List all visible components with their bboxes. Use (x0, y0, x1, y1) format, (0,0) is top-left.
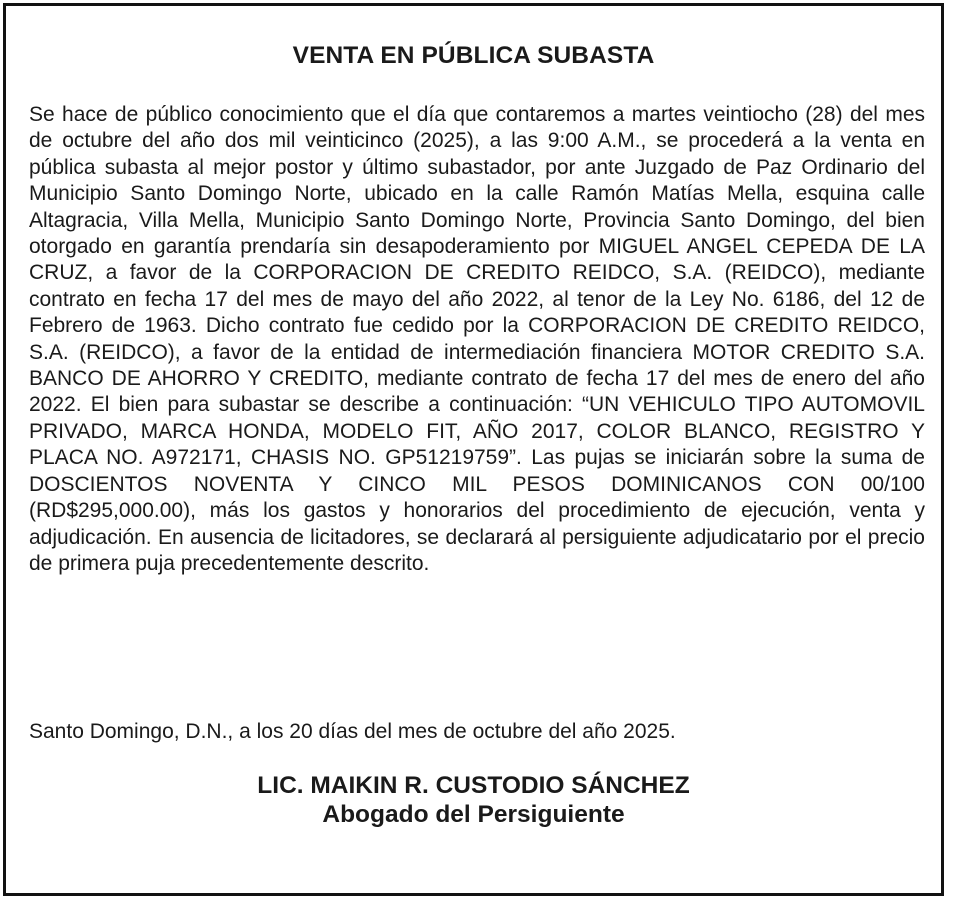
notice-title: VENTA EN PÚBLICA SUBASTA (292, 42, 655, 69)
notice-dateline: Santo Domingo, D.N., a los 20 días del mes de octubre del año 2025. (29, 720, 676, 743)
signature-block (6, 771, 941, 829)
notice-body: Se hace de público conocimiento que el día que contaremos a martes veintiocho (28) del mes de octubre del año dos mil veinticinco (2025), a las 9:00 A.M., se procederá a la venta en pública subasta al mejor postor y último subastador, por ante Juzgado de Paz Ordinario del Municipio Santo Domingo Norte, ubicado en la calle Ramón Matías Mella, esquina calle Altagracia, Villa Mella, Municipio Santo Domingo Norte, Provincia Santo Domingo, del bien otorgado en garantía prendaría sin desapoderamiento por MIGUEL ANGEL CEPEDA DE LA CRUZ, a favor de la CORPORACION DE CREDITO REIDCO, S.A. (REIDCO), mediante contrato en fecha 17 del mes de mayo del año 2022, al tenor de la Ley No. 6186, del 12 de Febrero de 1963. Dicho contrato fue cedido por la CORPORACION DE CREDITO REIDCO, S.A. (REIDCO), a favor de la entidad de intermediación financiera MOTOR CREDITO S.A. BANCO DE AHORRO Y CREDITO, mediante contrato de fecha 17 del mes de enero del año 2022. El bien para subastar se describe a continuación: “UN VEHICULO TIPO AUTOMOVIL PRIVADO, MARCA HONDA, MODELO FIT, AÑO 2017, COLOR BLANCO, REGISTRO Y PLACA NO. A972171, CHASIS NO. GP51219759”. Las pujas se iniciarán sobre la suma de DOSCIENTOS NOVENTA Y CINCO MIL PESOS DOMINICANOS CON 00/100 (RD$295,000.00), más los gastos y honorarios del procedimiento de ejecución, venta y adjudicación. En ausencia de licitadores, se declarará al persiguiente adjudicatario por el precio de primera puja precedentemente descrito. (29, 103, 925, 575)
signature-role: Abogado del Persiguiente (322, 801, 625, 828)
legal-notice (3, 3, 944, 896)
signature-name: LIC. MAIKIN R. CUSTODIO SÁNCHEZ (257, 772, 690, 799)
